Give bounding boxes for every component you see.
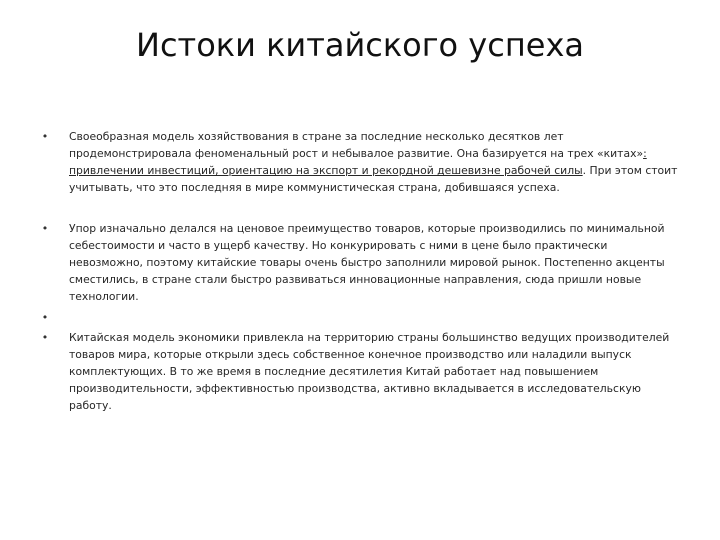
list-item-text: Упор изначально делался на ценовое преимущество товаров, которые производились по минимальной себестоимости и часто в ущерб качеству. Но конкурировать с ними в цене было практически невозможно, поэтому китайские товары очень быстро заполнили мировой рынок. Постепенно акценты сместились, в стране стали быстро развиваться инновационные направления, сюда пришли новые технологии. bbox=[69, 222, 665, 303]
list-item-text: Китайская модель экономики привлекла на территорию страны большинство ведущих производителей товаров мира, которые открыли здесь собственное конечное производство или наладили выпуск комплектующих. В то же время в последние десятилетия Китай работает над повышением производительности, эффективностью производства, активно вкладывается в исследовательскую работу. bbox=[69, 331, 670, 412]
slide-title: Истоки китайского успеха bbox=[136, 26, 584, 64]
list-item-text-end: . При этом стоит учитывать, что это последняя в мире коммунистическая страна, добившаяся успеха. bbox=[69, 164, 678, 194]
bullet-marker: • bbox=[41, 311, 49, 324]
bullet-marker: • bbox=[41, 222, 49, 235]
underlined-phrase: : привлечении инвестиций, ориентацию на экспорт и рекордной дешевизне рабочей силы bbox=[69, 147, 647, 177]
list-item-text bbox=[69, 128, 681, 196]
bullet-marker: • bbox=[41, 331, 49, 344]
list-item-text-start: Своеобразная модель хозяйствования в стране за последние несколько десятков лет продемонстрировала феноменальный рост и небывалое развитие. Она базируется на трех «китах» bbox=[69, 130, 644, 160]
bullet-marker: • bbox=[41, 130, 49, 143]
